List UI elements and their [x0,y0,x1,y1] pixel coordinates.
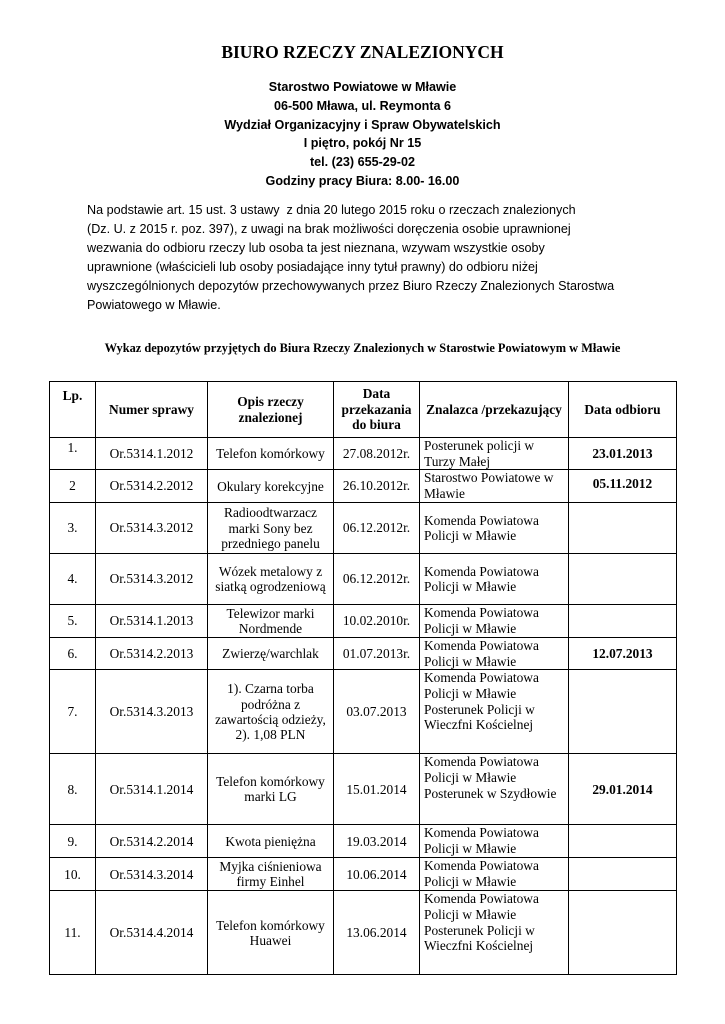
table-row [50,554,677,605]
cell-lp: 1. [50,438,96,470]
header-finder: Znalazca /przekazujący [420,382,569,438]
cell-description: Telewizor marki Nordmende [208,605,334,638]
cell-lp: 6. [50,638,96,670]
cell-finder: Komenda Powiatowa Policji w Mławie [420,638,569,670]
header-description: Opis rzeczy znalezionej [208,382,334,438]
office-line: Godziny pracy Biura: 8.00- 16.00 [265,173,460,188]
office-info [0,78,725,191]
cell-description: 1). Czarna torba podróżna z zawartością odzieży, 2). 1,08 PLN [208,670,334,754]
cell-description: Radioodtwarzacz marki Sony bez przedniego panelu [208,503,334,554]
cell-transfer-date: 13.06.2014 [334,891,420,975]
cell-pickup-date [569,670,677,754]
cell-pickup-date [569,605,677,638]
header-case-number: Numer sprawy [96,382,208,438]
cell-transfer-date: 19.03.2014 [334,825,420,858]
table-row [50,754,677,825]
cell-pickup-date [569,825,677,858]
cell-lp: 9. [50,825,96,858]
office-line: 06-500 Mława, ul. Reymonta 6 [273,98,452,113]
cell-pickup-date [569,891,677,975]
cell-finder: Komenda Powiatowa Policji w Mławie Posterunek Policji w Wieczfni Kościelnej [420,891,569,975]
cell-transfer-date: 15.01.2014 [334,754,420,825]
cell-case-number: Or.5314.3.2014 [96,858,208,891]
table-caption: Wykaz depozytów przyjętych do Biura Rzeczy Znalezionych w Starostwie Powiatowym w Mławie [104,341,621,355]
cell-transfer-date: 03.07.2013 [334,670,420,754]
cell-finder: Komenda Powiatowa Policji w Mławie [420,825,569,858]
cell-description: Telefon komórkowy [208,438,334,470]
cell-case-number: Or.5314.4.2014 [96,891,208,975]
intro-line: uprawnione (właścicieli lub osoby posiadające inny tytuł prawny) do odbioru niżej [87,259,538,274]
cell-case-number: Or.5314.2.2012 [96,470,208,503]
cell-case-number: Or.5314.3.2013 [96,670,208,754]
cell-finder: Posterunek policji w Turzy Małej [420,438,569,470]
cell-pickup-date: 23.01.2013 [569,438,677,470]
cell-lp: 11. [50,891,96,975]
table-row [50,638,677,670]
cell-transfer-date: 06.12.2012r. [334,503,420,554]
cell-lp: 3. [50,503,96,554]
cell-finder: Komenda Powiatowa Policji w Mławie [420,858,569,891]
cell-finder: Komenda Powiatowa Policji w Mławie Posterunek Policji w Wieczfni Kościelnej [420,670,569,754]
cell-lp: 4. [50,554,96,605]
cell-transfer-date: 06.12.2012r. [334,554,420,605]
intro-line: (Dz. U. z 2015 r. poz. 397), z uwagi na brak możliwości doręczenia osobie uprawnionej [87,221,571,236]
cell-finder: Komenda Powiatowa Policji w Mławie [420,554,569,605]
table-row [50,858,677,891]
cell-description: Telefon komórkowy Huawei [208,891,334,975]
cell-lp: 7. [50,670,96,754]
cell-lp: 2 [50,470,96,503]
table-row [50,670,677,754]
cell-finder: Komenda Powiatowa Policji w Mławie [420,605,569,638]
cell-finder: Komenda Powiatowa Policji w Mławie [420,503,569,554]
cell-case-number: Or.5314.1.2013 [96,605,208,638]
intro-line: Na podstawie art. 15 ust. 3 ustawy z dnia 20 lutego 2015 roku o rzeczach znalezionych [87,203,576,217]
cell-case-number: Or.5314.1.2014 [96,754,208,825]
cell-lp: 8. [50,754,96,825]
table-header-row [50,382,677,438]
cell-case-number: Or.5314.3.2012 [96,554,208,605]
table-row [50,438,677,470]
cell-case-number: Or.5314.2.2014 [96,825,208,858]
cell-pickup-date: 29.01.2014 [569,754,677,825]
cell-case-number: Or.5314.1.2012 [96,438,208,470]
cell-description: Myjka ciśnieniowa firmy Einhel [208,858,334,891]
cell-description: Wózek metalowy z siatką ogrodzeniową [208,554,334,605]
office-line: I piętro, pokój Nr 15 [303,136,422,151]
cell-case-number: Or.5314.2.2013 [96,638,208,670]
cell-case-number: Or.5314.3.2012 [96,503,208,554]
cell-description: Zwierzę/warchlak [208,638,334,670]
intro-paragraph [87,201,647,314]
intro-line: Powiatowego w Mławie. [87,297,221,312]
header-lp: Lp. [50,382,96,438]
intro-line: wezwania do odbioru rzeczy lub osoba ta jest nieznana, wzywam wszystkie osoby [87,240,545,255]
table-row [50,470,677,503]
cell-transfer-date: 10.06.2014 [334,858,420,891]
office-line: tel. (23) 655-29-02 [309,155,415,170]
office-line: Starostwo Powiatowe w Mławie [268,80,457,94]
deposits-table [49,381,677,975]
header-pickup-date: Data odbioru [569,382,677,438]
cell-description: Kwota pieniężna [208,825,334,858]
table-row [50,891,677,975]
cell-finder: Komenda Powiatowa Policji w Mławie Posterunek w Szydłowie [420,754,569,825]
cell-transfer-date: 26.10.2012r. [334,470,420,503]
table-row [50,825,677,858]
cell-pickup-date [569,503,677,554]
cell-pickup-date [569,858,677,891]
document-title: BIURO RZECZY ZNALEZIONYCH [221,42,504,62]
cell-description: Okulary korekcyjne [208,470,334,503]
cell-lp: 10. [50,858,96,891]
cell-finder: Starostwo Powiatowe w Mławie [420,470,569,503]
cell-lp: 5. [50,605,96,638]
table-row [50,605,677,638]
cell-pickup-date [569,554,677,605]
intro-line: wyszczególnionych depozytów przechowywanych przez Biuro Rzeczy Znalezionych Starostwa [87,278,615,293]
cell-pickup-date: 12.07.2013 [569,638,677,670]
cell-transfer-date: 27.08.2012r. [334,438,420,470]
cell-transfer-date: 01.07.2013r. [334,638,420,670]
header-transfer-date: Data przekazania do biura [334,382,420,438]
cell-transfer-date: 10.02.2010r. [334,605,420,638]
office-line: Wydział Organizacyjny i Spraw Obywatelskich [224,117,501,132]
table-row [50,503,677,554]
cell-pickup-date: 05.11.2012 [569,470,677,503]
cell-description: Telefon komórkowy marki LG [208,754,334,825]
